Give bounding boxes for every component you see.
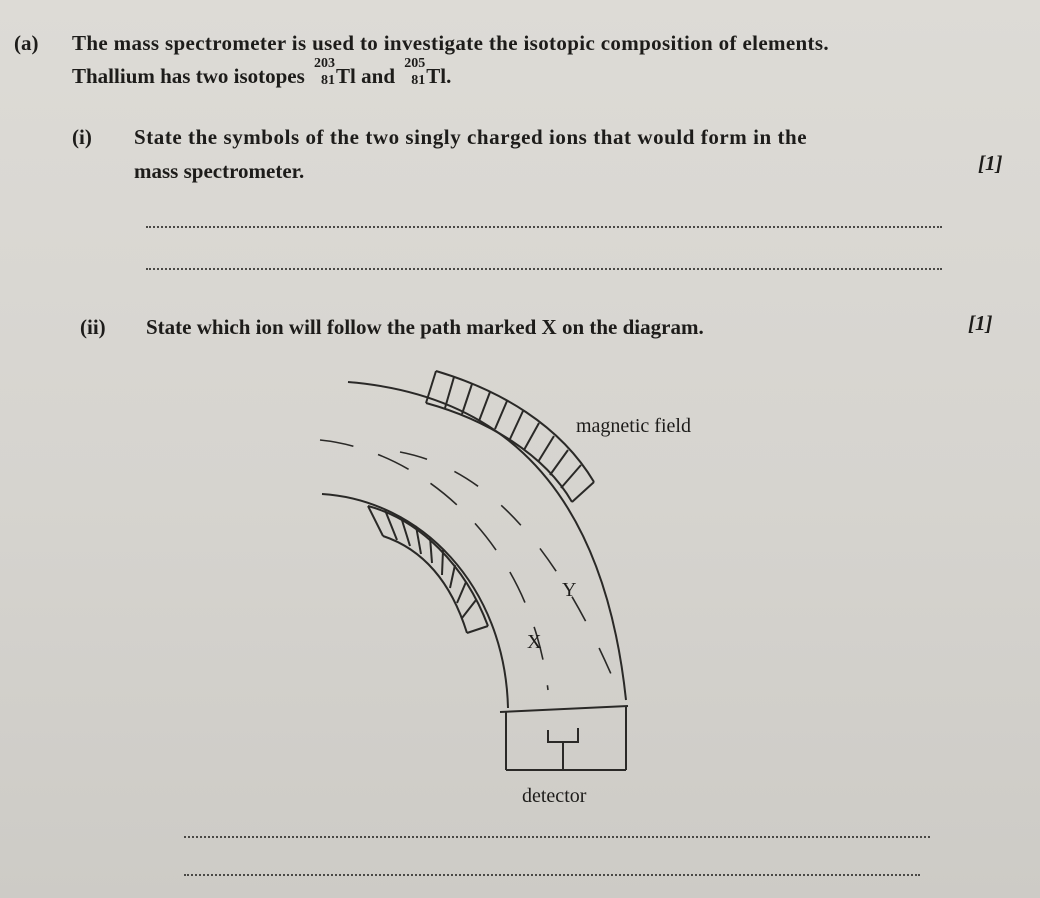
answer-line-ii-2[interactable] <box>184 874 920 876</box>
isotope-205-symbol: Tl. <box>426 64 452 88</box>
answer-line-ii-1[interactable] <box>184 836 930 838</box>
and-word: and <box>361 64 395 88</box>
intro-line-1: The mass spectrometer is used to investigate the isotopic composition of elements. <box>72 31 830 55</box>
lower-magnet <box>368 506 488 633</box>
detector-label: detector <box>522 785 587 807</box>
isotope-203-symbol: Tl <box>336 64 356 88</box>
intro-line-2-prefix: Thallium has two isotopes <box>72 64 305 88</box>
question-ii-marks: [1] <box>968 311 993 335</box>
question-ii-text-before: State which ion will follow the path marked <box>146 315 542 339</box>
question-i-line-1: State the symbols of the two singly charged ions that would form in the <box>134 125 808 149</box>
detector <box>500 706 628 770</box>
part-label: (a) <box>14 31 39 55</box>
question-ii-text-after: on the diagram. <box>556 315 704 339</box>
isotope-205-mass: 205 <box>404 56 426 71</box>
magnetic-field-label: magnetic field <box>576 415 691 437</box>
path-y <box>400 452 622 700</box>
path-x <box>320 440 548 690</box>
isotope-205-atomic: 81 <box>411 73 426 88</box>
isotope-203-atomic: 81 <box>321 73 336 88</box>
question-ii-label: (ii) <box>80 315 106 339</box>
isotope-203-mass: 203 <box>314 56 336 71</box>
path-y-label: Y <box>562 579 577 601</box>
question-i-marks: [1] <box>978 151 1003 175</box>
inner-wall <box>322 494 508 708</box>
path-x-label: X <box>527 631 542 653</box>
question-ii-path-x: X <box>541 315 557 339</box>
question-i-line-2: mass spectrometer. <box>134 159 305 183</box>
question-i-label: (i) <box>72 125 92 149</box>
upper-magnet <box>426 371 594 502</box>
